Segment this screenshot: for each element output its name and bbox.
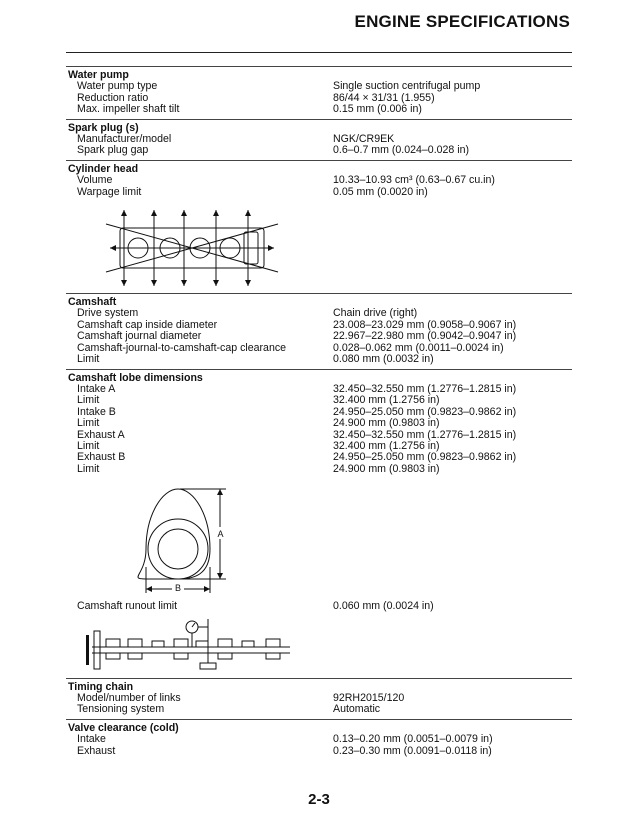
- spec-label: Intake B: [77, 405, 116, 418]
- section-camshaft-lobe: [66, 369, 572, 678]
- cam-lobe-diagram: [66, 475, 572, 595]
- cylinder-head-warpage-figure: [66, 198, 572, 290]
- spec-row: [66, 104, 572, 115]
- spec-value: 32.450–32.550 mm (1.2776–1.2815 in): [333, 382, 517, 395]
- spec-row: [66, 407, 572, 418]
- spec-value: 0.13–0.20 mm (0.0051–0.0079 in): [333, 733, 493, 746]
- spec-value: 86/44 × 31/31 (1.955): [333, 91, 435, 104]
- page-number: 2-3: [308, 791, 330, 808]
- section-title: Water pump: [68, 69, 129, 81]
- spec-label: Reduction ratio: [77, 91, 149, 104]
- spec-row: [66, 418, 572, 429]
- spec-value: 0.080 mm (0.0032 in): [333, 353, 434, 366]
- spec-label: Spark plug gap: [77, 144, 149, 157]
- spec-label: Limit: [77, 353, 100, 366]
- spec-row: [66, 145, 572, 156]
- section-camshaft: [66, 293, 572, 368]
- spec-row: [66, 187, 572, 198]
- spec-value: Automatic: [333, 703, 381, 716]
- spec-label: Water pump type: [77, 80, 158, 93]
- section-title: Valve clearance (cold): [68, 721, 179, 734]
- section-spark-plug: [66, 119, 572, 160]
- label-b: B: [174, 583, 182, 594]
- spec-value: 0.15 mm (0.006 in): [333, 103, 422, 116]
- spec-label: Limit: [77, 417, 100, 430]
- spec-row: [66, 452, 572, 463]
- spec-value: 92RH2015/120: [333, 691, 405, 704]
- spec-label: Limit: [77, 439, 100, 452]
- section-valve-clearance: [66, 719, 572, 760]
- spec-value: Chain drive (right): [333, 307, 418, 320]
- spec-row: [66, 354, 572, 365]
- spec-value: 0.05 mm (0.0020 in): [333, 185, 428, 198]
- spec-label: Exhaust: [77, 744, 116, 757]
- spec-label: Max. impeller shaft tilt: [77, 103, 180, 116]
- spec-value: 32.450–32.550 mm (1.2776–1.2815 in): [333, 428, 517, 441]
- spec-table: [66, 66, 572, 760]
- section-water-pump: [66, 66, 572, 119]
- spec-label: Camshaft cap inside diameter: [77, 318, 218, 331]
- spec-label: Model/number of links: [77, 691, 181, 704]
- spec-value: 22.967–22.980 mm (0.9042–0.9047 in): [333, 330, 517, 343]
- spec-row-runout: [66, 601, 572, 612]
- spec-label: Tensioning system: [77, 703, 165, 716]
- page-title: ENGINE SPECIFICATIONS: [354, 12, 570, 31]
- spec-row: [66, 464, 572, 475]
- spec-label: Volume: [77, 174, 113, 187]
- spec-label: Drive system: [77, 307, 139, 320]
- spec-label: Intake A: [77, 382, 116, 395]
- spec-label: Limit: [77, 462, 100, 475]
- spec-row: [66, 734, 572, 745]
- spec-value: 24.900 mm (0.9803 in): [333, 417, 440, 430]
- spec-row: [66, 395, 572, 406]
- spec-value: 23.008–23.029 mm (0.9058–0.9067 in): [333, 318, 517, 331]
- spec-label: Intake: [77, 733, 106, 746]
- spec-label: Camshaft runout limit: [77, 600, 178, 613]
- spec-value: 24.950–25.050 mm (0.9823–0.9862 in): [333, 405, 517, 418]
- spec-row: [66, 331, 572, 342]
- spec-value: 32.400 mm (1.2756 in): [333, 439, 440, 452]
- section-cylinder-head: [66, 160, 572, 293]
- spec-row: [66, 343, 572, 354]
- spec-row: [66, 430, 572, 441]
- spec-row: [66, 384, 572, 395]
- cam-lobe-figure: [66, 475, 572, 595]
- spec-label: Manufacturer/model: [77, 133, 172, 146]
- camshaft-runout-figure: [66, 613, 572, 675]
- header-rule: [66, 52, 572, 53]
- spec-value: 0.028–0.062 mm (0.0011–0.0024 in): [333, 341, 504, 354]
- section-title: Cylinder head: [68, 162, 139, 175]
- camshaft-runout-diagram: [66, 613, 572, 675]
- spec-label: Exhaust A: [77, 428, 125, 441]
- spec-label: Warpage limit: [77, 185, 142, 198]
- section-title: Timing chain: [68, 680, 134, 693]
- spec-value: 0.060 mm (0.0024 in): [333, 600, 434, 613]
- spec-value: 0.6–0.7 mm (0.024–0.028 in): [333, 144, 470, 157]
- spec-row: [66, 175, 572, 186]
- spec-label: Camshaft journal diameter: [77, 330, 202, 343]
- spec-value: 24.900 mm (0.9803 in): [333, 462, 440, 475]
- section-timing-chain: [66, 678, 572, 719]
- section-title: Camshaft lobe dimensions: [68, 371, 203, 384]
- spec-label: Camshaft-journal-to-camshaft-cap clearance: [77, 341, 287, 354]
- spec-value: NGK/CR9EK: [333, 133, 395, 146]
- label-a: A: [217, 529, 224, 540]
- spec-row: [66, 746, 572, 757]
- section-title: Camshaft: [68, 296, 117, 309]
- spec-value: 24.950–25.050 mm (0.9823–0.9862 in): [333, 451, 517, 464]
- spec-label: Limit: [77, 394, 100, 407]
- spec-value: 32.400 mm (1.2756 in): [333, 394, 440, 407]
- spec-label: Exhaust B: [77, 451, 126, 464]
- spec-value: 0.23–0.30 mm (0.0091–0.0118 in): [333, 744, 492, 757]
- cylinder-head-diagram: [66, 198, 572, 290]
- spec-value: 10.33–10.93 cm³ (0.63–0.67 cu.in): [333, 174, 495, 187]
- spec-value: Single suction centrifugal pump: [333, 80, 481, 93]
- spec-row: [66, 704, 572, 715]
- section-title: Spark plug (s): [68, 121, 139, 134]
